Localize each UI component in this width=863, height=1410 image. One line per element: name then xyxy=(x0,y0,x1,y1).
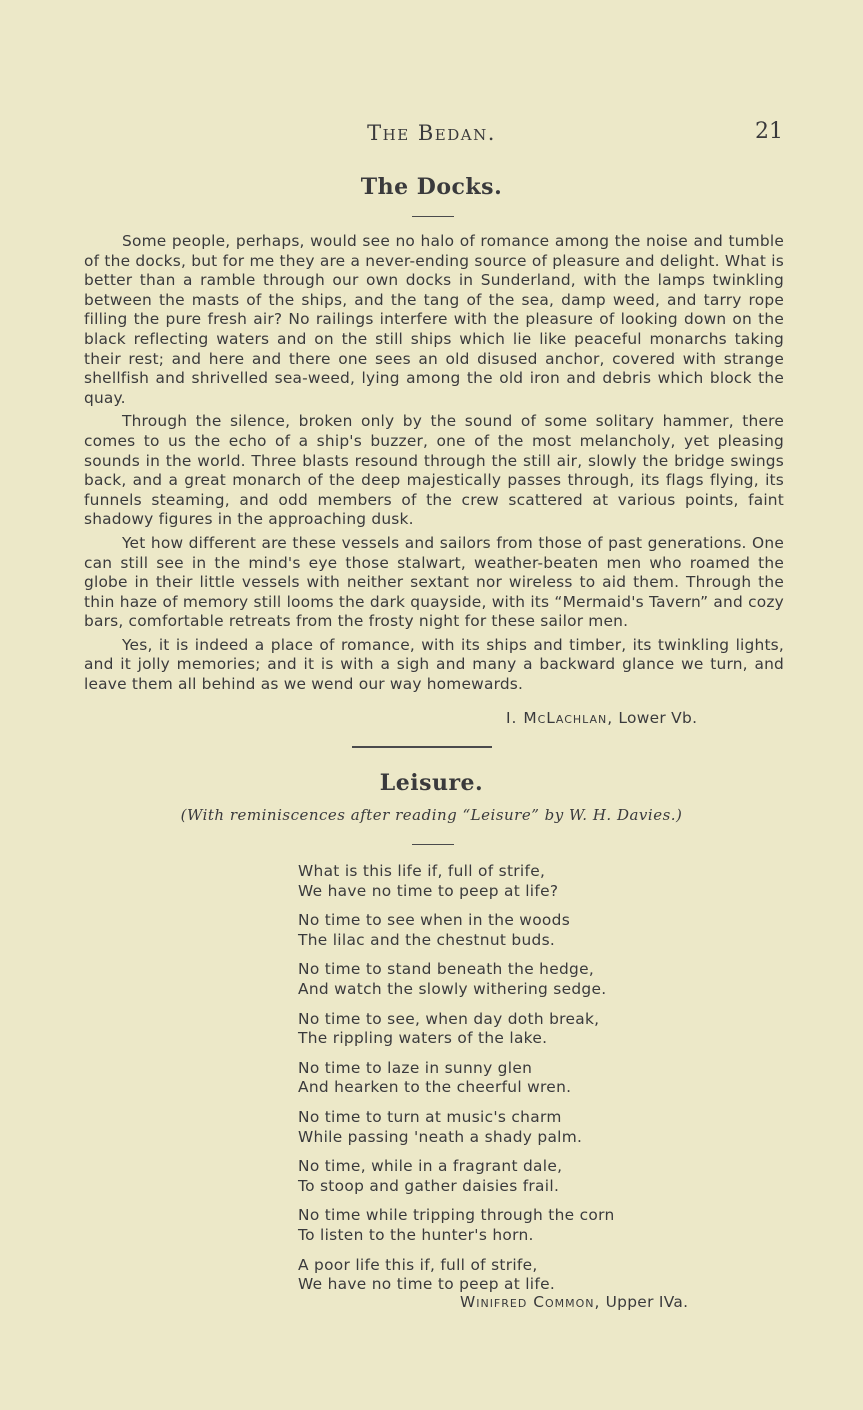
poem-line: We have no time to peep at life? xyxy=(298,881,559,900)
author-signature xyxy=(506,709,697,727)
poem-line: We have no time to peep at life. xyxy=(298,1275,556,1294)
poem-line: No time to stand beneath the hedge, xyxy=(298,960,595,979)
article-body-docks xyxy=(84,232,784,699)
page-number: 21 xyxy=(755,119,783,144)
stanza xyxy=(298,1157,718,1196)
poem-line: And hearken to the cheerful wren. xyxy=(298,1078,572,1097)
author-form: Lower Vb. xyxy=(618,709,698,727)
poem-line: No time to turn at music's charm xyxy=(298,1107,562,1126)
article-subtitle: (With reminiscences after reading “Leisure” by W. H. Davies.) xyxy=(180,806,683,824)
stanza xyxy=(298,911,718,950)
running-title: The Bedan. xyxy=(367,121,496,145)
poem-line: The rippling waters of the lake. xyxy=(298,1029,548,1048)
author-signature xyxy=(460,1293,688,1311)
author-name: I. McLachlan, xyxy=(506,709,614,727)
article-title-leisure: Leisure. xyxy=(379,770,484,796)
title-rule xyxy=(412,216,454,217)
poem-line: No time, while in a fragrant dale, xyxy=(298,1157,563,1176)
poem xyxy=(298,862,718,1305)
poem-line: While passing 'neath a shady palm. xyxy=(298,1127,583,1146)
poem-line: What is this life if, full of strife, xyxy=(298,862,546,880)
author-form: Upper IVa. xyxy=(605,1293,689,1311)
paragraph: Yet how different are these vessels and sailors from those of past generations. One can still see in the mind's eye those stalwart, weather-beaten men who roamed the globe in their little vessels with neither sextant nor wireless to aid them. Through the thin haze of memory still looms the dark quayside, with its “Mermaid's Tavern” and cozy bars, comfortable retreats from the frosty night for these sailor men. xyxy=(84,533,784,631)
stanza xyxy=(298,1108,718,1147)
stanza xyxy=(298,1059,718,1098)
stanza xyxy=(298,960,718,999)
poem-line: No time to laze in sunny glen xyxy=(298,1058,533,1077)
author-name: Winifred Common, xyxy=(460,1293,601,1311)
stanza xyxy=(298,1010,718,1049)
poem-line: To stoop and gather daisies frail. xyxy=(298,1176,560,1195)
poem-line: And watch the slowly withering sedge. xyxy=(298,979,607,998)
title-rule xyxy=(412,844,454,845)
poem-line: To listen to the hunter's horn. xyxy=(298,1225,534,1244)
poem-line: No time to see when in the woods xyxy=(298,911,571,930)
poem-line: No time to see, when day doth break, xyxy=(298,1009,600,1028)
stanza xyxy=(298,1256,718,1295)
article-title-docks: The Docks. xyxy=(360,174,503,200)
paragraph: Through the silence, broken only by the sound of some solitary hammer, there comes to us the echo of a ship's buzzer, one of the most melancholy, yet pleasing sounds in the world. Three blasts resound through the still air, slowly the bridge swings back, and a great monarch of the deep majestically passes through, its flags flying, its funnels steaming, and odd members of the crew scattered at various points, faint shadowy figures in the approaching dusk. xyxy=(84,412,784,529)
paragraph: Some people, perhaps, would see no halo of romance among the noise and tumble of the docks, but for me they are a never-ending source of pleasure and delight. What is better than a ramble through our own docks in Sunderland, with the lamps twinkling between the masts of the ships, and the tang of the sea, damp weed, and tarry rope filling the pure fresh air? No railings interfere with the pleasure of looking down on the black reflecting waters and on the still ships which lie like peaceful monarchs taking their rest; and here and there one sees an old disused anchor, covered with strange shellfish and shrivelled sea-weed, lying among the old iron and debris which block the quay. xyxy=(84,232,784,407)
poem-line: The lilac and the chestnut buds. xyxy=(298,930,556,949)
section-divider xyxy=(352,746,492,748)
stanza xyxy=(298,1206,718,1245)
poem-line: No time while tripping through the corn xyxy=(298,1206,615,1225)
paragraph: Yes, it is indeed a place of romance, with its ships and timber, its twinkling lights, and it jolly memories; and it is with a sigh and many a backward glance we turn, and leave them all behind as we wend our way homewards. xyxy=(84,635,784,694)
stanza xyxy=(298,862,718,901)
poem-line: A poor life this if, full of strife, xyxy=(298,1255,538,1274)
